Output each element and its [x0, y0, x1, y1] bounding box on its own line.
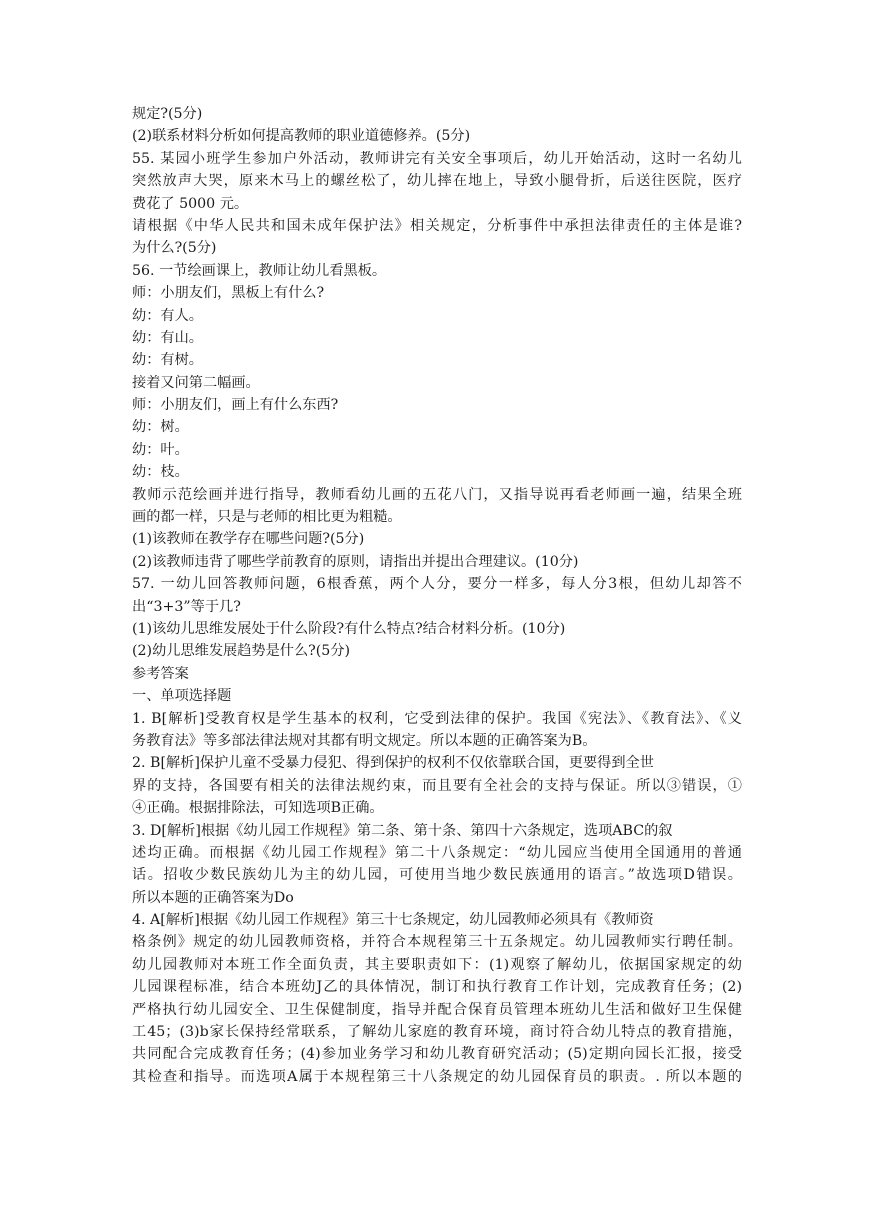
text-line: 共同配合完成教育任务；(4)参加业务学习和幼儿教育研究活动；(5)定期向园长汇报，接受 [132, 1046, 742, 1063]
text-line: 2. B[解析]保护儿童不受暴力侵犯、得到保护的权利不仅依靠联合国，更要得到全世 [132, 755, 654, 772]
text-line: 出“3+3”等于几? [132, 598, 241, 615]
text-line: 1. B[解析]受教育权是学生基本的权利，它受到法律的保护。我国《宪法》、《教育法》、《义 [132, 710, 742, 727]
text-line: 述均正确。而根据《幼儿园工作规程》第二十八条规定：“幼儿园应当使用全国通用的普通 [132, 844, 742, 861]
text-line: 幼：叶。 [132, 441, 189, 458]
text-line: 56. 一节绘画课上，教师让幼儿看黑板。 [132, 262, 387, 279]
text-line: 参考答案 [132, 665, 189, 682]
text-line: 幼：枝。 [132, 464, 189, 481]
text-line: (1)该幼儿思维发展处于什么阶段?有什么特点?结合材料分析。(10分) [132, 620, 566, 637]
text-line: 费花了 5000 元。 [132, 195, 249, 212]
text-line: 规定?(5分) [132, 106, 203, 122]
text-line: 师：小朋友们，黑板上有什么? [132, 285, 325, 302]
text-line: 为什么?(5分) [132, 240, 217, 257]
text-line: (2)幼儿思维发展趋势是什么?(5分) [132, 643, 351, 660]
text-line: ④正确。根据排除法，可知选项B正确。 [132, 800, 384, 817]
document-body [132, 103, 742, 1088]
text-line: 幼：有树。 [132, 352, 203, 369]
text-line: 儿园课程标准，结合本班幼J乙的具体情况，制订和执行教育工作计划，完成教育任务；(2) [132, 979, 742, 996]
text-line: 务教育法》等多部法律法规对其都有明文规定。所以本题的正确答案为B。 [132, 732, 597, 749]
text-line: (2)该教师违背了哪些学前教育的原则，请指出并提出合理建议。(10分) [132, 553, 579, 570]
text-line: 接着又问第二幅画。 [132, 374, 260, 391]
text-line: 一、单项选择题 [132, 688, 232, 705]
text-line: 幼儿园教师对本班工作全面负责，其主要职责如下：(1)观察了解幼儿，依据国家规定的幼 [132, 956, 742, 973]
text-line: 界的支持，各国要有相关的法律法规约束，而且要有全社会的支持与保证。所以③错误，① [132, 777, 742, 794]
text-line: 幼：有人。 [132, 307, 203, 324]
text-line: 其检查和指导。而选项A属于本规程第三十八条规定的幼儿园保育员的职责。. 所以本题的 [132, 1068, 742, 1085]
text-line: 幼：树。 [132, 419, 189, 436]
text-line: 工45；(3)b家长保持经常联系，了解幼儿家庭的教育环境，商讨符合幼儿特点的教育措施， [132, 1024, 742, 1041]
text-line: 4. A[解析]根据《幼儿园工作规程》第三十七条规定，幼儿园教师必须具有《教师资 [132, 912, 654, 929]
text-line: 格条例》规定的幼儿园教师资格，并符合本规程第三十五条规定。幼儿园教师实行聘任制。 [132, 934, 742, 951]
text-line: 幼：有山。 [132, 329, 203, 346]
text-line: (2)联系材料分析如何提高教师的职业道德修养。(5分) [132, 128, 471, 145]
text-line: 所以本题的正确答案为Do [132, 889, 294, 906]
text-line: 严格执行幼儿园安全、卫生保健制度，指导并配合保育员管理本班幼儿生活和做好卫生保健 [132, 1001, 742, 1018]
text-line: 55. 某园小班学生参加户外活动，教师讲完有关安全事项后，幼儿开始活动，这时一名幼儿 [132, 150, 742, 167]
text-line: 画的都一样，只是与老师的相比更为粗糙。 [132, 509, 402, 526]
text-line: 师：小朋友们，画上有什么东西? [132, 397, 339, 414]
text-line: (1)该教师在教学存在哪些问题?(5分) [132, 531, 365, 548]
text-line: 请根据《中华人民共和国未成年保护法》相关规定，分析事件中承担法律责任的主体是谁? [132, 217, 742, 234]
text-line: 教师示范绘画并进行指导，教师看幼儿画的五花八门，又指导说再看老师画一遍，结果全班 [132, 486, 742, 503]
text-line: 话。招收少数民族幼儿为主的幼儿园，可使用当地少数民族通用的语言。”故选项D错误。 [132, 867, 742, 884]
text-line: 57. 一幼儿回答教师问题，6根香蕉，两个人分，要分一样多，每人分3根，但幼儿却答不 [132, 576, 742, 593]
text-line: 3. D[解析]根据《幼儿园工作规程》第二条、第十条、第四十六条规定，选项ABC的叙 [132, 822, 673, 839]
text-line: 突然放声大哭，原来木马上的螺丝松了，幼儿摔在地上，导致小腿骨折，后送往医院，医疗 [132, 173, 742, 190]
